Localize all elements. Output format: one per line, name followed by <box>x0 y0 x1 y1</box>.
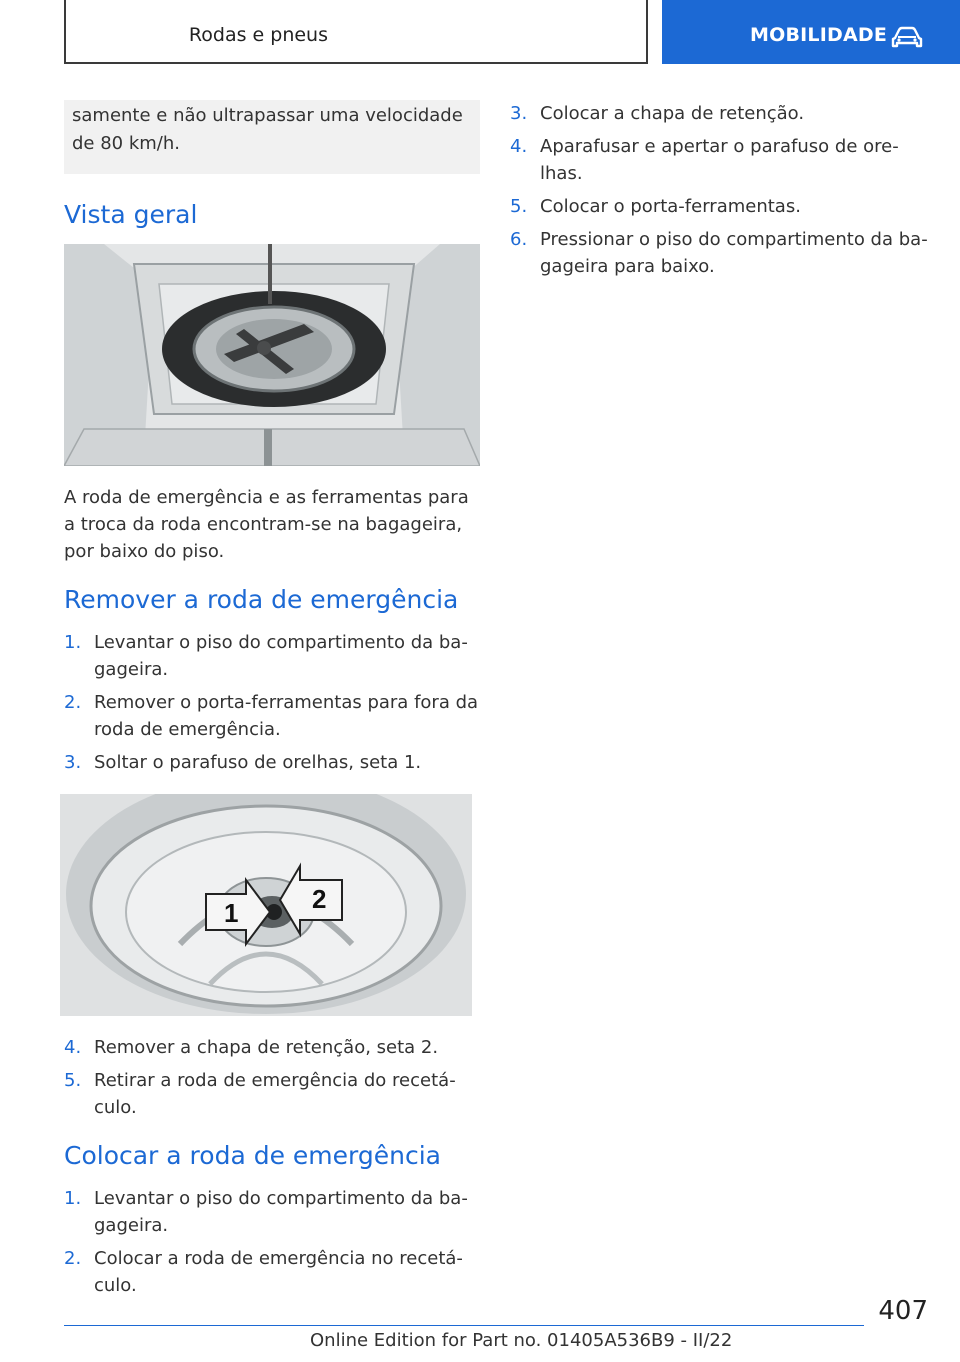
chapter-title: MOBILIDADE <box>750 24 888 46</box>
step-text: Levantar o piso do compartimento da bagageira. <box>94 1188 468 1236</box>
note-box <box>64 100 480 174</box>
footer-edition: Online Edition for Part no. 01405A536B9 - II/22 <box>310 1330 733 1351</box>
wheel-bolt-arrows-illustration <box>60 794 472 1016</box>
remove-heading: Remover a roda de emergência <box>64 585 459 614</box>
list-item <box>510 193 930 220</box>
step-text: Remover o porta-ferramentas para fora da roda de emergência. <box>94 692 479 740</box>
step-number: 6. <box>510 229 528 250</box>
install-heading: Colocar a roda de emergência <box>64 1141 441 1170</box>
step-text: Colocar a chapa de retenção. <box>540 103 805 124</box>
arrow-label-1: 1 <box>224 898 239 928</box>
footer-divider <box>64 1325 864 1326</box>
page-number: 407 <box>878 1296 928 1326</box>
list-item <box>64 1034 480 1061</box>
step-number: 4. <box>64 1037 82 1058</box>
list-item <box>64 1185 480 1239</box>
right-column <box>510 100 930 298</box>
arrow-label-2: 2 <box>312 884 327 914</box>
step-number: 3. <box>64 752 82 773</box>
trunk-spare-wheel-illustration <box>64 244 480 466</box>
step-number: 2. <box>64 1248 82 1269</box>
step-text: Pressionar o piso do compartimento da bagageira para baixo. <box>540 229 928 277</box>
install-steps <box>64 1185 480 1299</box>
chapter-tab[interactable] <box>662 0 960 64</box>
list-item <box>64 1067 480 1121</box>
step-text: Soltar o parafuso de orelhas, seta 1. <box>94 752 422 773</box>
step-number: 5. <box>64 1070 82 1091</box>
list-item <box>510 226 930 280</box>
list-item <box>64 629 480 683</box>
step-text: Colocar a roda de emergência no recetáculo. <box>94 1248 463 1296</box>
step-number: 5. <box>510 196 528 217</box>
overview-heading: Vista geral <box>64 200 198 229</box>
list-item <box>510 100 930 127</box>
header-section-title: Rodas e pneus <box>188 24 328 46</box>
remove-steps-b <box>64 1034 480 1121</box>
step-number: 1. <box>64 1188 82 1209</box>
step-number: 2. <box>64 692 82 713</box>
step-number: 1. <box>64 632 82 653</box>
remove-steps-a <box>64 629 480 776</box>
step-number: 4. <box>510 136 528 157</box>
list-item <box>64 1245 480 1299</box>
list-item <box>64 749 480 776</box>
list-item <box>64 689 480 743</box>
step-number: 3. <box>510 103 528 124</box>
step-text: Aparafusar e apertar o parafuso de orelhas. <box>540 136 899 184</box>
header-section-box <box>64 0 648 64</box>
list-item <box>510 133 930 187</box>
step-text: Levantar o piso do compartimento da bagageira. <box>94 632 468 680</box>
car-icon <box>890 26 924 50</box>
note-text: samente e não ultrapassar uma velocidade de 80 km/h. <box>72 105 463 154</box>
install-steps-continued <box>510 100 930 280</box>
step-text: Colocar o porta-ferramentas. <box>540 196 801 217</box>
step-text: Remover a chapa de retenção, seta 2. <box>94 1037 439 1058</box>
step-text: Retirar a roda de emergência do recetáculo. <box>94 1070 456 1118</box>
overview-caption: A roda de emergência e as ferramentas para a troca da roda encontram-se na bagageira, por baixo do piso. <box>64 487 469 562</box>
left-column <box>64 100 480 1317</box>
